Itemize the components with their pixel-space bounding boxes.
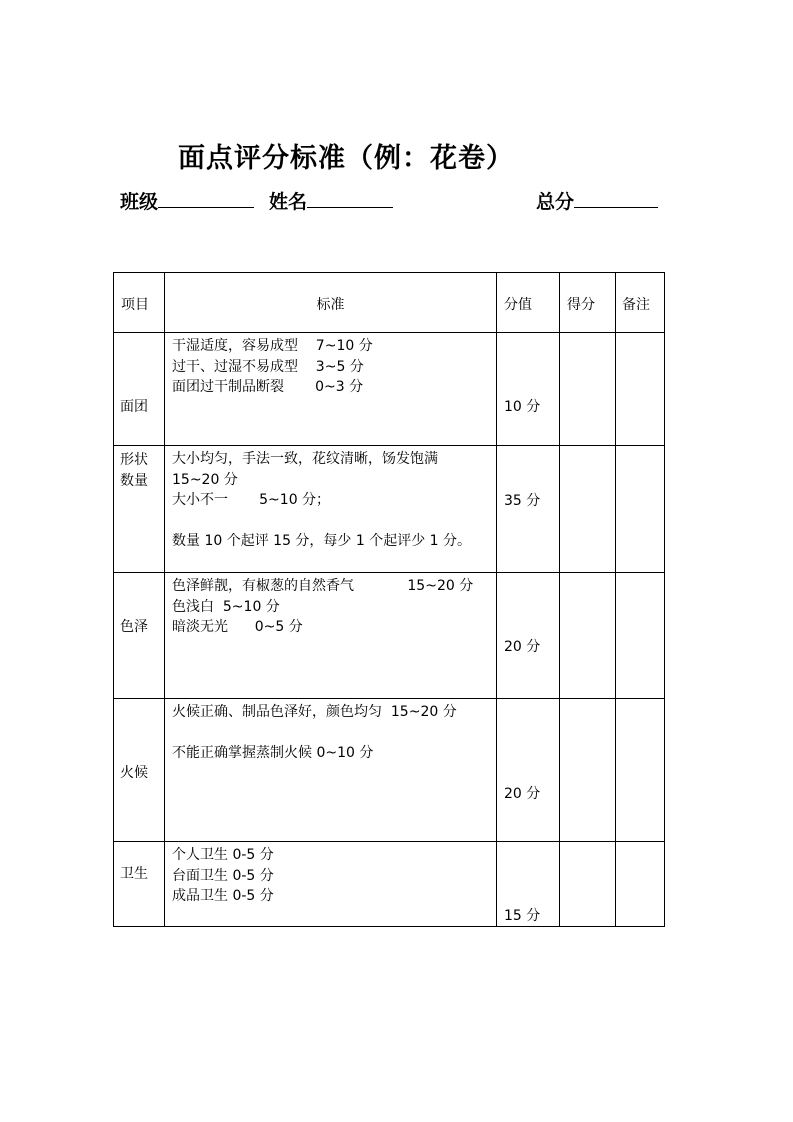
- criteria-line: 数量 10 个起评 15 分，每少 1 个起评少 1 分。: [172, 533, 472, 549]
- criteria-line: 色浅白 5~10 分: [172, 598, 280, 615]
- remark-cell[interactable]: [616, 699, 665, 842]
- item-label: 火候: [120, 765, 148, 781]
- criteria-line: 不能正确掌握蒸制火候 0~10 分: [172, 745, 374, 761]
- criteria-line: 过干、过湿不易成型 3~5 分: [172, 358, 364, 375]
- criteria-line: 个人卫生 0-5 分: [172, 847, 274, 863]
- remark-cell[interactable]: [616, 333, 665, 446]
- class-blank: [158, 189, 254, 208]
- total-blank: [574, 189, 658, 208]
- column-header: 项目: [114, 273, 165, 333]
- class-field: [120, 187, 254, 214]
- total-field: [536, 187, 658, 214]
- table-row: [114, 446, 665, 573]
- item-cell: [114, 446, 165, 573]
- score-value: 35 分: [504, 493, 541, 509]
- remark-cell[interactable]: [616, 842, 665, 927]
- item-cell: [114, 699, 165, 842]
- criteria-line: 暗淡无光 0~5 分: [172, 619, 303, 635]
- criteria-cell: [165, 446, 497, 573]
- name-blank: [307, 189, 393, 208]
- class-label: 班级: [120, 191, 159, 213]
- item-cell: [114, 573, 165, 699]
- item-label: 形状 数量: [120, 452, 148, 489]
- criteria-cell: [165, 842, 497, 927]
- table-row: [114, 573, 665, 699]
- criteria-line: 成品卫生 0-5 分: [172, 888, 274, 904]
- item-label: 卫生: [120, 866, 148, 882]
- score-value-cell: [497, 573, 560, 699]
- page-title: 面点评分标准（例：花卷）: [178, 143, 514, 174]
- name-label: 姓名: [269, 191, 308, 213]
- item-label: 面团: [120, 399, 148, 415]
- remark-cell[interactable]: [616, 573, 665, 699]
- criteria-cell: [165, 573, 497, 699]
- item-cell: [114, 842, 165, 927]
- column-header: 分值: [497, 273, 560, 333]
- remark-cell[interactable]: [616, 446, 665, 573]
- total-label: 总分: [536, 191, 575, 213]
- score-input-cell[interactable]: [560, 333, 616, 446]
- criteria-line: 色泽鲜靓，有椒葱的自然香气 15~20 分: [172, 578, 474, 594]
- score-value-cell: [497, 333, 560, 446]
- criteria-line: 台面卫生 0-5 分: [172, 867, 274, 884]
- criteria-line: [172, 511, 490, 532]
- score-value: 20 分: [504, 639, 541, 655]
- column-header: 标准: [165, 273, 497, 333]
- score-value-cell: [497, 446, 560, 573]
- score-value-cell: [497, 842, 560, 927]
- score-input-cell[interactable]: [560, 446, 616, 573]
- score-value: 20 分: [504, 786, 541, 802]
- criteria-line: 面团过干制品断裂 0~3 分: [172, 379, 364, 395]
- score-value-cell: [497, 699, 560, 842]
- criteria-line: 干湿适度，容易成型 7~10 分: [172, 338, 373, 354]
- scoring-table: [113, 272, 665, 927]
- name-field: [269, 187, 393, 214]
- score-value: 10 分: [504, 399, 541, 415]
- column-header: 备注: [616, 273, 665, 333]
- criteria-line: [172, 723, 490, 744]
- score-input-cell[interactable]: [560, 573, 616, 699]
- criteria-line: 大小均匀，手法一致，花纹清晰，饧发饱满: [172, 451, 438, 467]
- item-cell: [114, 333, 165, 446]
- criteria-cell: [165, 333, 497, 446]
- column-header: 得分: [560, 273, 616, 333]
- criteria-line: 火候正确、制品色泽好，颜色均匀 15~20 分: [172, 704, 457, 720]
- score-value: 15 分: [504, 908, 541, 924]
- item-label: 色泽: [120, 619, 148, 635]
- criteria-cell: [165, 699, 497, 842]
- criteria-line: 15~20 分: [172, 471, 238, 488]
- table-header-row: [114, 273, 665, 333]
- table-row: [114, 842, 665, 927]
- score-input-cell[interactable]: [560, 699, 616, 842]
- table-row: [114, 699, 665, 842]
- score-input-cell[interactable]: [560, 842, 616, 927]
- table-row: [114, 333, 665, 446]
- criteria-line: 大小不一 5~10 分；: [172, 492, 331, 508]
